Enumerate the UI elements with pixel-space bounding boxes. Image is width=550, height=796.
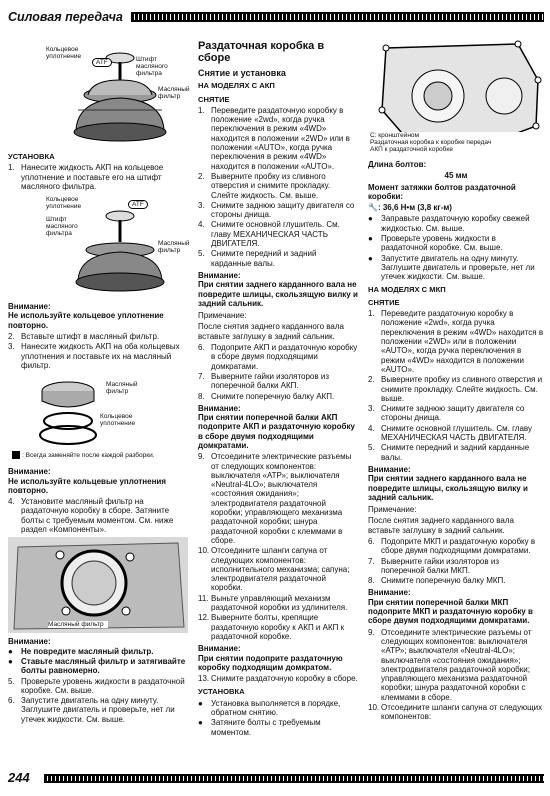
list-item: 11. Выньте управляющий механизм раздаточной коробки из удлинителя. [198,593,348,613]
oil-filter-label-2: Масляный фильтр [158,240,190,255]
figure-oil-filter-1 [8,40,188,148]
o-ring-label-2: Кольцевое уплотнение [46,196,98,210]
oil-filter-label-3: Масляный фильтр [106,381,146,395]
column-3 [368,40,544,723]
list-item: 3. Снимите заднюю защиту двигателя со стороны днища. [198,200,355,220]
list-item: ● Проверьте уровень жидкости в раздаточной коробке. См. выше. [368,234,503,253]
install-list [198,699,358,737]
atf-badge-2: ATF [128,200,148,209]
install-heading: УСТАНОВКА [198,687,245,697]
filter-pin-label-2: Штифт масляного фильтра [46,216,98,237]
refill-list [368,214,544,281]
bolt-length-value: 45 мм [444,171,468,181]
list-item: 6. Запустите двигатель на одну минуту. Заглушите двигатель и проверьте, нет ли утечек жидкости. См. выше. [8,696,175,724]
removal-install-heading: Снятие и установка [198,68,286,78]
note-title: Примечание: [198,311,247,321]
mt-removal-steps-2 [368,537,544,585]
legend-1: С: кронштейном [370,132,544,139]
warning-title: Внимание: [368,464,411,474]
list-item: 1. Переведите раздаточную коробку в положение «2wd», когда ручка переключения в режим «4WD» находится в положении «2WD» или в положении «AUTO», когда ручка переключения в режим «4WD» находится в положении «AUTO». [368,309,544,374]
list-item: 12. Выверните болты, крепящие раздаточную коробку к АКП и АКП к раздаточной коробке. [198,613,345,641]
list-item: 6. Подоприте МКП и раздаточную коробку в сборе двумя подходящими домкратами. [368,536,536,556]
list-item: ● Запустите двигатель на одну минуту. Заглушите двигатель и проверьте, нет ли утечек жидкости. См. выше. [368,253,535,282]
list-item: ● Не повредите масляный фильтр. [8,646,154,656]
bolt-length-label: Длина болтов: [368,160,427,169]
at-models-heading: НА МОДЕЛЯХ С АКП [198,81,275,91]
page-header [8,6,544,28]
list-item: 9. Отсоедините электрические разъемы от следующих компонентов: выключателя «АТР»; выключателя «Neutral-4LO»; выключателя «состояния ожидания»; электродвигателя раздаточной коробки; управляющего механизма раздаточной коробки; шнура раздаточной коробки с клеммами в сборе. [198,452,352,545]
list-item: 4. Установите масляный фильтр на раздаточную коробку в сборе. Затяните болты с требуемым моментом. См. ниже раздел «Компоненты». [8,497,174,535]
article-title: Раздаточная коробка в сборе [198,40,325,64]
warning-title: Внимание: [198,270,241,280]
list-item: 1. Нанесите жидкость АКП на кольцевое уплотнение и поставьте его на штифт масляного фильтра. [8,163,164,191]
list-item: 7. Выверните гайки изоляторов из поперечной балки МКП. [368,556,499,575]
column-2 [198,40,358,738]
mt-models-heading: НА МОДЕЛЯХ С МКП [368,284,446,294]
list-item: 5. Снимите передний и задний карданные валы. [368,443,530,462]
filter-pin-label: Штифт масляного фильтра [136,56,188,77]
list-item: 5. Проверьте уровень жидкости в раздаточной коробке. См. выше. [8,676,185,695]
list-item: 4. Снимите основной глушитель. См. главу МЕХАНИЧЕСКАЯ ЧАСТЬ ДВИГАТЕЛЯ. [368,423,532,443]
list-item: 6. Подоприте АКП и раздаточную коробку в сборе двумя подходящими домкратами. [198,343,358,371]
note-text: После снятия заднего карданного вала вставьте заглушку в задний сальник. [198,322,344,341]
oil-filter-label: Масляный фильтр [158,86,190,100]
warning-title: Внимание: [198,644,241,654]
header-bar [131,12,544,22]
list-item: 3. Снимите заднюю защиту двигателя со стороны днища. [368,404,525,423]
figure-bolt-layout [368,40,544,156]
warning-title: Внимание: [368,588,411,598]
list-item: 8. Снимите поперечную балку АКП. [198,391,335,401]
atf-badge: ATF [92,58,112,67]
legend-2: Раздаточная коробка к коробке передач [370,139,544,146]
list-item: 5. Снимите передний и задний карданные валы. [198,249,317,268]
warning-text-2: Не используйте кольцевые уплотнения повторно. [8,476,167,495]
list-item: 10. Отсоедините шланги сапуна от следующих компонентов: исполнительного механизма; сапуна; электродвигателя раздаточной коробки. [198,546,350,593]
removal-steps-3 [198,452,358,641]
o-ring-label: Кольцевое уплотнение [46,46,98,60]
removal-heading: СНЯТИЕ [198,94,230,104]
wrench-icon: 🔧 [368,203,378,213]
list-item: 2. Выверните пробку из сливного отверстия и снимите прокладку. Слейте жидкость. См. выше. [198,171,331,200]
list-item: 10. Отсоедините шланги сапуна от следующих компонентов: [368,703,543,722]
install-steps-4 [8,677,188,724]
warning-title-1: Внимание: [8,302,51,312]
column-1 [8,40,188,725]
mt-removal-steps-3 [368,628,544,722]
warning-text: При снятии заднего карданного вала не повредите шлицы, скользящую вилку и задний сальник. [198,280,358,308]
list-item: ● Заправьте раздаточную коробку свежей жидкостью. См. выше. [368,214,530,233]
warning-title: Внимание: [198,403,241,413]
warning-text: При снятии поперечной балки АКП подоприте АКП и раздаточную коробку в сборе двумя подходящими домкратами. [198,413,355,450]
list-item: 8. Снимите поперечную балку МКП. [368,576,506,586]
list-item: 7. Выверните гайки изоляторов из поперечной балки АКП. [198,371,329,391]
install-heading: УСТАНОВКА [8,152,55,161]
list-item: 3. Нанесите жидкость АКП на оба кольцевых уплотнения и поставьте их на масляный фильтр. [8,342,180,370]
warning-text: При снятии подоприте раздаточную коробку подходящим домкратом. [198,653,343,672]
removal-steps-1 [198,106,358,268]
warning-text-1: Не используйте кольцевое уплотнение повторно. [8,311,164,330]
list-item: 13. Снимите раздаточную коробку в сборе. [198,674,358,684]
section-title: Силовая передача [8,10,123,24]
install-steps-1 [8,163,188,191]
footer-bar [44,774,544,783]
note-text: После снятия заднего карданного вала вставьте заглушку в задний сальник. [368,516,514,535]
legend-3: АКП к раздаточной коробке [370,146,544,153]
install-steps-3 [8,497,188,534]
warning-title-3: Внимание: [8,637,51,647]
list-item: 2. Вставьте штифт в масляный фильтр. [8,332,160,342]
o-ring-label-3: Кольцевое уплотнение [100,413,150,427]
list-item: 1. Переведите раздаточную коробку в положение «2wd», когда ручка переключения в режим «4WD» находится в положении «2WD» или в положении «AUTO», когда ручка переключения в режим «4WD» находится в положении «AUTO». [198,105,350,171]
torque-value: 🔧: 36,6 Н•м (3,8 кг-м) [368,203,452,213]
oil-filter-label-4: Масляный фильтр [48,621,108,628]
note-title: Примечание: [368,505,417,515]
removal-steps-4 [198,674,358,683]
list-item: 9. Отсоедините электрические разъемы от следующих компонентов: выключателя «АТР»; выключателя «Neutral-4LO»; выключателя «состояния ожидания»; электродвигателя раздаточной коробки; управляющего механизма раздаточной коробки; шнура раздаточной коробки с клеммами в сборе. [368,627,532,702]
mt-removal-steps-1 [368,309,544,462]
page-number: 244 [8,770,30,785]
install-steps-2 [8,332,188,370]
removal-steps-2 [198,343,358,401]
list-item: ● Затяните болты с требуемым моментом. [198,718,321,737]
warning-text: При снятии поперечной балки МКП подоприте МКП и раздаточную коробку в сборе двумя подходящими домкратами. [368,597,533,626]
torque-title: Момент затяжки болтов раздаточной коробки: [368,182,516,201]
list-item: 2. Выверните пробку из сливного отверстия и снимите прокладку. Слейте жидкость. См. выше. [368,375,543,403]
list-item: 4. Снимите основной глушитель. См. главу МЕХАНИЧЕСКАЯ ЧАСТЬ ДВИГАТЕЛЯ. [198,220,340,249]
warning-title-2: Внимание: [8,467,51,477]
list-item: ● Установка выполняется в порядке, обратном снятию. [198,698,341,717]
replace-note: : Всегда заменяйте после каждой разборки. [22,452,188,459]
warning-list-3 [8,647,188,676]
warning-text: При снятии заднего карданного вала не повредите шлицы, скользящую вилку и задний сальник. [368,474,528,502]
figure-transfer-case [8,537,188,633]
figure-o-rings [8,373,188,463]
list-item: ● Ставьте масляный фильтр и затягивайте болты равномерно. [8,656,186,676]
figure-oil-filter-2 [8,194,188,298]
removal-heading: СНЯТИЕ [368,297,400,307]
